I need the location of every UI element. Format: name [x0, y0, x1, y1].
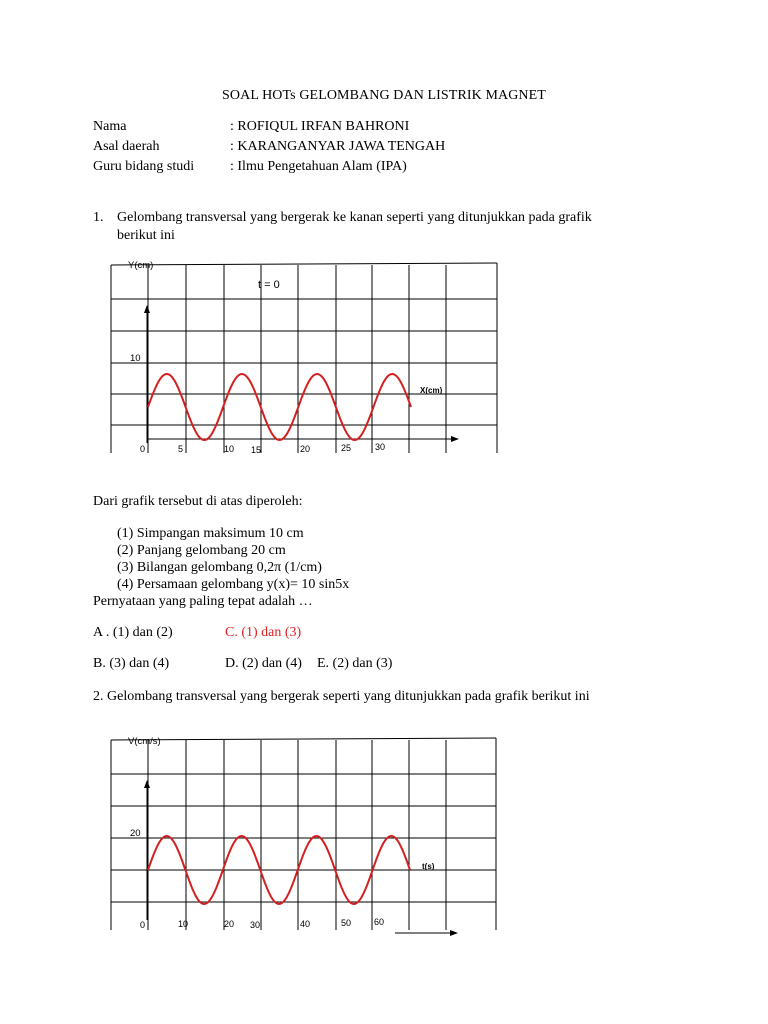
chart-2-x-tick: 20	[224, 919, 235, 929]
info-label-nama: Nama	[93, 119, 127, 134]
chart-2-y-arrow-icon	[144, 780, 150, 788]
q1-option-c[interactable]: C. (1) dan (3)	[225, 625, 302, 640]
q1-intro: Dari grafik tersebut di atas diperoleh:	[93, 494, 303, 509]
chart-2-x-tick: 60	[374, 917, 385, 927]
chart-1-x-tick: 15	[251, 445, 262, 455]
chart-1	[100, 255, 510, 463]
q1-text-line1: Gelombang transversal yang bergerak ke kanan seperti yang ditunjukkan pada grafik	[117, 210, 592, 225]
chart-1-grid	[111, 263, 497, 453]
q1-option-d[interactable]: D. (2) dan (4)	[225, 656, 302, 671]
q1-prompt: Pernyataan yang paling tepat adalah …	[93, 594, 313, 609]
q1-option-e[interactable]: E. (2) dan (3)	[317, 656, 393, 671]
q1-option-a[interactable]: A . (1) dan (2)	[93, 625, 173, 640]
chart-1-annotation: t = 0	[258, 279, 280, 291]
info-value-nama: : ROFIQUL IRFAN BAHRONI	[230, 119, 410, 134]
q1-option-b[interactable]: B. (3) dan (4)	[93, 656, 170, 671]
chart-1-y-tick: 10	[130, 353, 141, 364]
chart-1-x-tick: 0	[140, 444, 146, 454]
chart-2-x-tick: 50	[341, 918, 352, 928]
info-label-guru: Guru bidang studi	[93, 159, 195, 174]
info-value-asal-daerah: : KARANGANYAR JAWA TENGAH	[230, 139, 446, 154]
chart-2-x-arrow-icon	[450, 930, 458, 936]
chart-1-xlabel: X(cm)	[420, 386, 443, 395]
info-label-asal-daerah: Asal daerah	[93, 139, 160, 154]
q1-statement-1: (1) Simpangan maksimum 10 cm	[117, 526, 304, 541]
chart-2-x-tick: 10	[178, 919, 189, 929]
q1-text-line2: berikut ini	[117, 228, 175, 243]
chart-1-y-arrow-icon	[144, 305, 150, 313]
chart-2-y-tick: 20	[130, 828, 141, 839]
chart-1-x-tick: 5	[178, 444, 184, 454]
chart-2-x-tick: 40	[300, 919, 311, 929]
chart-2-x-tick: 0	[140, 920, 146, 930]
info-value-guru: : Ilmu Pengetahuan Alam (IPA)	[230, 159, 407, 174]
chart-1-ylabel: Y(cm)	[128, 260, 154, 271]
q1-statement-4: (4) Persamaan gelombang y(x)= 10 sin5x	[117, 577, 350, 592]
q1-statement-3: (3) Bilangan gelombang 0,2π (1/cm)	[117, 560, 322, 575]
chart-1-x-tick: 20	[300, 444, 311, 454]
chart-2-grid	[111, 738, 496, 930]
chart-1-x-tick: 30	[375, 442, 386, 452]
chart-1-x-tick: 10	[224, 444, 235, 454]
chart-1-x-arrow-icon	[451, 436, 459, 442]
chart-2-xlabel: t(s)	[422, 862, 435, 871]
page-title: SOAL HOTs GELOMBANG DAN LISTRIK MAGNET	[222, 88, 546, 103]
chart-2-ylabel: V(cm/s)	[128, 736, 161, 747]
chart-2-x-tick: 30	[250, 920, 261, 930]
q2-text: 2. Gelombang transversal yang bergerak seperti yang ditunjukkan pada grafik berikut ini	[93, 689, 590, 704]
chart-1-x-tick: 25	[341, 443, 352, 453]
q1-statement-2: (2) Panjang gelombang 20 cm	[117, 543, 286, 558]
chart-2	[100, 730, 510, 940]
q1-number: 1.	[93, 210, 104, 225]
